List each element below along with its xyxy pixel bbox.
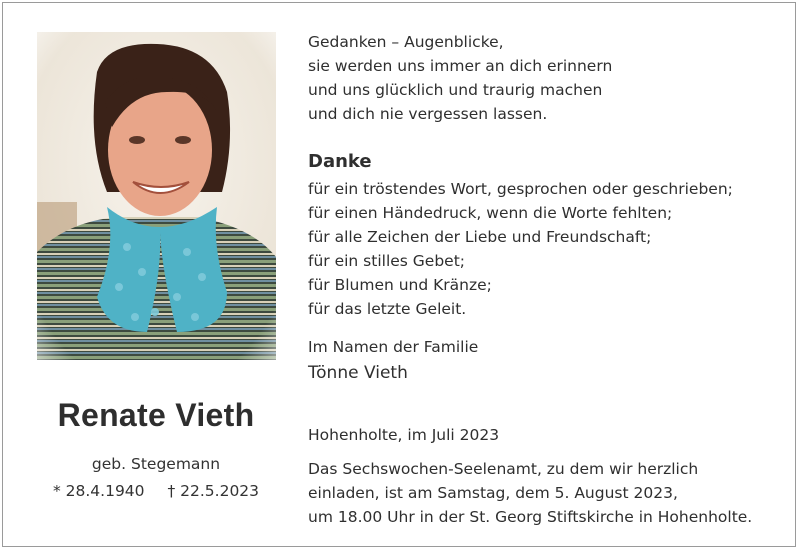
maiden-name: geb. Stegemann [91,455,221,473]
thanks-heading: Danke [308,151,372,172]
portrait-photo [37,32,276,360]
portrait-illustration [37,32,276,360]
death-date: † 22.5.2023 [167,482,260,500]
service-notice [308,457,752,529]
thanks-line: für das letzte Geleit. [308,300,467,318]
notice-line: um 18.00 Uhr in der St. Georg Stiftskirche in Hohenholte. [308,508,753,526]
deceased-name: Renate Vieth [57,397,255,433]
family-name: Tönne Vieth [308,363,408,383]
poem-line: und uns glücklich und traurig machen [308,81,603,99]
thanks-line: für ein tröstendes Wort, gesprochen oder geschrieben; [308,180,733,198]
thanks-list [308,177,733,321]
thanks-line: für Blumen und Kränze; [308,276,492,294]
poem-line: und dich nie vergessen lassen. [308,105,548,123]
life-dates [0,482,312,500]
thanks-line: für einen Händedruck, wenn die Worte fehlten; [308,204,673,222]
birth-date: * 28.4.1940 [52,482,145,500]
thanks-line: für ein stilles Gebet; [308,252,466,270]
poem-line: Gedanken – Augenblicke, [308,33,504,51]
thanks-line: für alle Zeichen der Liebe und Freundschaft; [308,228,652,246]
poem-line: sie werden uns immer an dich erinnern [308,57,613,75]
notice-line: Das Sechswochen-Seelenamt, zu dem wir herzlich [308,460,699,478]
family-label: Im Namen der Familie [308,338,479,356]
place-date: Hohenholte, im Juli 2023 [308,426,500,444]
notice-line: einladen, ist am Samstag, dem 5. August 2023, [308,484,678,502]
poem [308,30,612,126]
